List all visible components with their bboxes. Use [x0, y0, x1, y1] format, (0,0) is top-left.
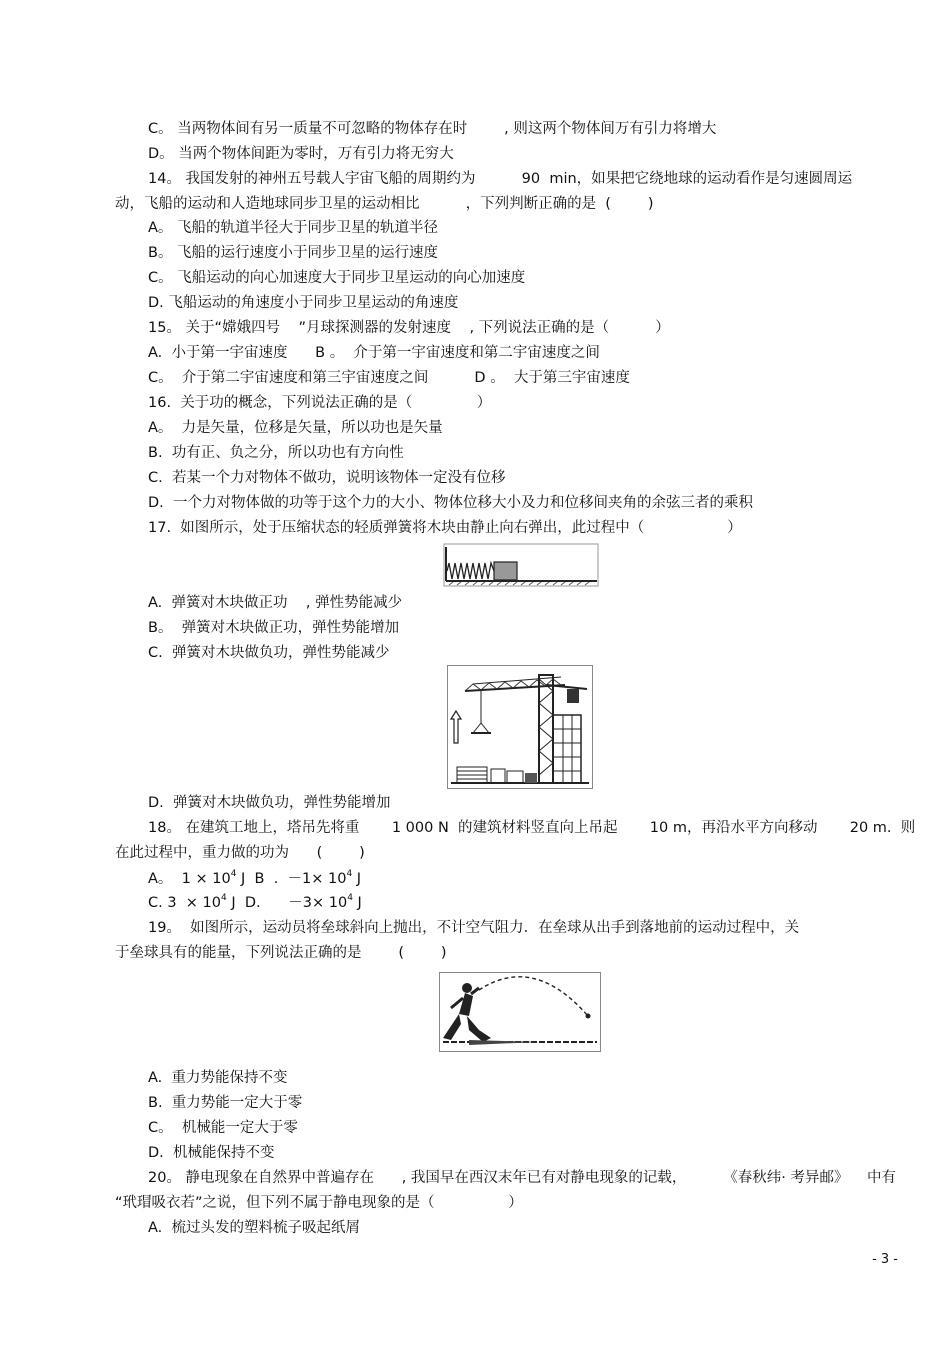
q19-option-d: D. 机械能保持不变 — [148, 1145, 275, 1161]
q17-option-a: A. 弹簧对木块做正功 , 弹性势能减少 — [148, 595, 403, 611]
q20-stem-line1: 20。 静电现象在自然界中普遍存在 , 我国早在西汉末年已有对静电现象的记载， 《春秋纬· 考异邮》 中有 — [148, 1170, 896, 1186]
q14-option-d: D. 飞船运动的角速度小于同步卫星运动的角速度 — [148, 295, 459, 311]
q14-option-a: A。 飞船的轨道半径大于同步卫星的轨道半径 — [148, 220, 439, 236]
softball-throw-figure — [439, 972, 601, 1052]
q19-option-b: B. 重力势能一定大于零 — [148, 1095, 303, 1111]
q14-option-b: B。 飞船的运行速度小于同步卫星的运行速度 — [148, 245, 439, 261]
q18-options-ab: A。 $1 \times 10^4$ J B . $-1\times 10^4$ J — [148, 869, 362, 887]
q16-stem: 16. 关于功的概念，下列说法正确的是（ ） — [148, 395, 492, 411]
q14-stem-line2: 动，飞船的运动和人造地球同步卫星的运动相比 ，下列判断正确的是 ( ) — [115, 196, 654, 212]
q17-option-d: D. 弹簧对木块做负功，弹性势能增加 — [148, 795, 391, 811]
q20-stem-line2: “玳瑁吸衣若”之说，但下列不属于静电现象的是（ ） — [115, 1195, 523, 1211]
q17-option-b: B。 弹簧对木块做正功，弹性势能增加 — [148, 620, 400, 636]
q20-option-a: A. 梳过头发的塑料梳子吸起纸屑 — [148, 1220, 360, 1236]
q19-option-a: A. 重力势能保持不变 — [148, 1070, 288, 1086]
q16-option-c: C. 若某一个力对物体不做功，说明该物体一定没有位移 — [148, 470, 506, 486]
q15-stem: 15。 关于“嫦娥四号 ”月球探测器的发射速度 , 下列说法正确的是（ ） — [148, 320, 670, 336]
q14-option-c: C。 飞船运动的向心加速度大于同步卫星运动的向心加速度 — [148, 270, 526, 286]
q15-options-cd: C。 介于第二宇宙速度和第三宇宙速度之间 D 。 大于第三宇宙速度 — [148, 370, 630, 386]
spring-block-figure — [443, 543, 599, 587]
q17-option-c: C. 弹簧对木块做负功，弹性势能减少 — [148, 645, 390, 661]
q18-options-cd: C. $3 \times 10^4$ J D. $-3\times 10^4$ J — [148, 893, 362, 911]
q13-option-d: D。 当两个物体间距为零时，万有引力将无穷大 — [148, 146, 454, 162]
q17-stem: 17. 如图所示，处于压缩状态的轻质弹簧将木块由静止向右弹出，此过程中（ ） — [148, 520, 742, 536]
page-number: - 3 - — [872, 1252, 898, 1267]
q16-option-d: D. 一个力对物体做的功等于这个力的大小、物体位移大小及力和位移间夹角的余弦三者的乘积 — [148, 495, 753, 511]
q19-stem-line1: 19。 如图所示，运动员将垒球斜向上抛出，不计空气阻力．在垒球从出手到落地前的运动过程中，关 — [148, 920, 800, 936]
q15-options-ab: A. 小于第一宇宙速度 B 。 介于第一宇宙速度和第二宇宙速度之间 — [148, 345, 600, 361]
q18-stem-line2: 在此过程中，重力做的功为 ( ) — [115, 845, 365, 861]
q18-stem-line1: 18。 在建筑工地上，塔吊先将重 1 000 N 的建筑材料竖直向上吊起 10 m，再沿水平方向移动 20 m. 则 — [148, 820, 916, 836]
q19-stem-line2: 于垒球具有的能量，下列说法正确的是 ( ) — [115, 945, 447, 961]
q14-stem-line1: 14。 我国发射的神州五号载人宇宙飞船的周期约为 90 min，如果把它绕地球的运动看作是匀速圆周运 — [148, 171, 853, 187]
q16-option-a: A。 力是矢量，位移是矢量，所以功也是矢量 — [148, 420, 443, 436]
q16-option-b: B. 功有正、负之分，所以功也有方向性 — [148, 445, 404, 461]
q13-option-c: C。 当两物体间有另一质量不可忽略的物体存在时 , 则这两个物体间万有引力将增大 — [148, 121, 717, 137]
tower-crane-figure — [447, 665, 593, 789]
q19-option-c: C。 机械能一定大于零 — [148, 1120, 298, 1136]
